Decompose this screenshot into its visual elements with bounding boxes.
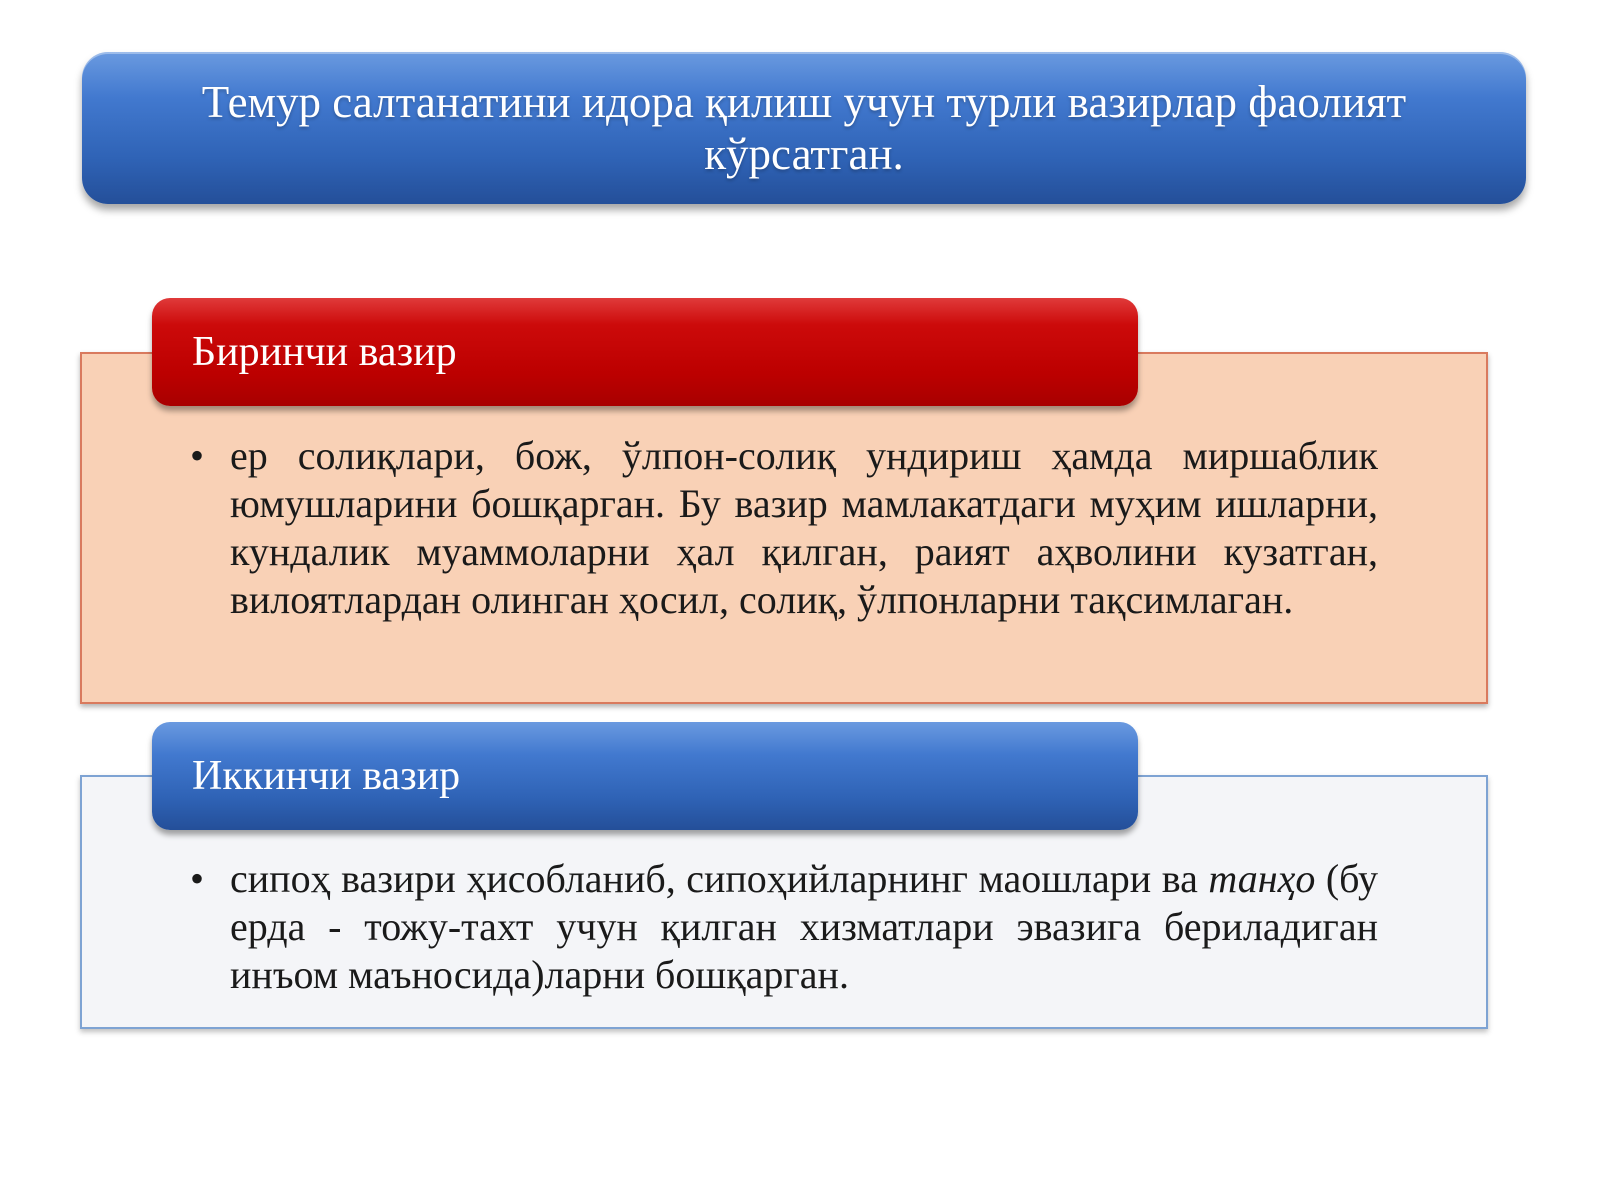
bullet-icon: • [190,433,205,478]
section-1-bullet [190,432,1378,624]
section-2-text [230,855,1378,999]
section-2-text-italic-term: танҳо [1208,856,1316,901]
section-2-text-part-1: сипоҳ вазири ҳисобланиб, сипоҳийларнинг маошлари ва [230,856,1209,901]
title-banner [82,52,1526,204]
section-2-header [152,722,1138,830]
slide-title: Темур салтанатини идора қилиш учун турли вазирлар фаолият кўрсатган. [201,77,1407,179]
bullet-icon: • [190,856,205,901]
section-2-bullet [190,855,1378,999]
section-2-header-label: Иккинчи вазир [192,753,461,799]
section-1-header [152,298,1138,406]
section-1-text: ер солиқлари, бож, ўлпон-солиқ ундириш ҳамда миршаблик юмушларини бошқарган. Бу вазир мамлакатдаги муҳим ишларни, кундалик муаммоларни ҳал қилган, раият аҳволини кузатган, вилоятлардан олинган ҳосил, солиқ, ўлпонларни тақсимлаган. [230,433,1378,622]
section-1-header-label: Биринчи вазир [192,329,457,375]
section-2-text-part-2: (бу ерда - тожу-тахт учун қилган хизматлари эвазига бериладиган инъом маъносида)ларни бошқарган. [230,856,1378,997]
